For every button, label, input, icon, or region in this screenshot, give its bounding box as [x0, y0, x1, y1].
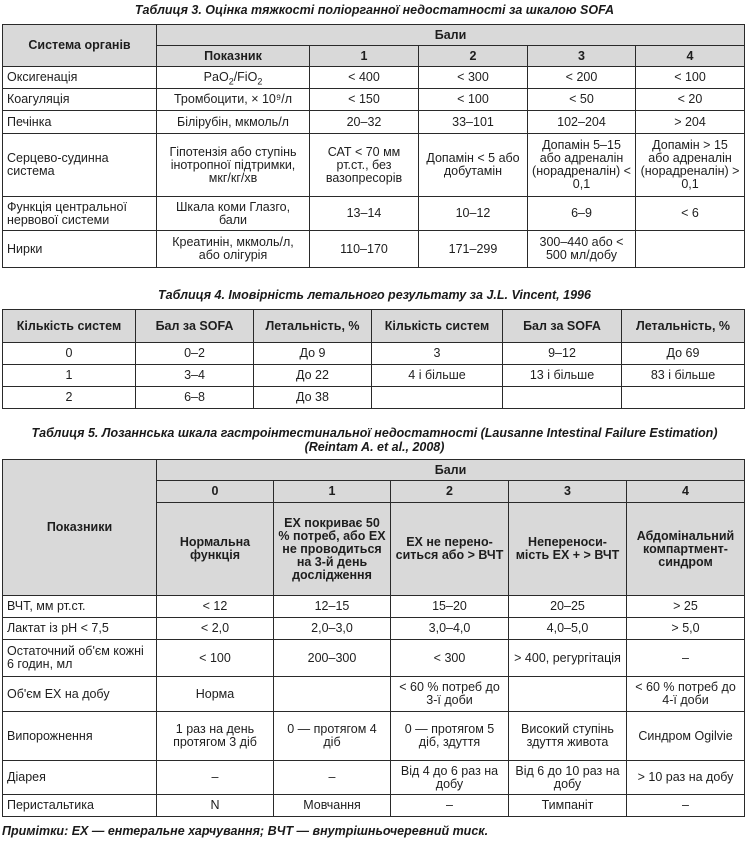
value-cell: 33–101	[419, 111, 528, 134]
value-cell: < 100	[419, 89, 528, 111]
table-row	[3, 197, 745, 231]
table5-caption	[0, 426, 749, 454]
value-cell: 1	[3, 365, 136, 387]
value-cell: < 60 % потреб до 3-ї доби	[391, 677, 509, 712]
value-cell: –	[627, 795, 745, 817]
value-cell: < 300	[391, 640, 509, 677]
indicator-cell: Креатинін, мкмоль/л, або олігурія	[157, 231, 310, 268]
table-row	[3, 343, 745, 365]
value-cell: 300–440 або < 500 мл/добу	[528, 231, 636, 268]
table-row	[3, 618, 745, 640]
value-cell: > 25	[627, 596, 745, 618]
value-cell	[372, 387, 503, 409]
value-cell: N	[157, 795, 274, 817]
header-sofa-score: Бал за SOFA	[503, 310, 622, 343]
table-row	[3, 761, 745, 795]
mortality-table	[2, 309, 745, 409]
value-cell: 2,0–3,0	[274, 618, 391, 640]
header-description: ЕХ не перено-ситься або > ВЧТ	[391, 503, 509, 596]
header-system: Система органів	[3, 25, 157, 67]
indicator-cell: Лактат із pH < 7,5	[3, 618, 157, 640]
header-indicator: Показник	[157, 46, 310, 67]
value-cell: < 2,0	[157, 618, 274, 640]
header-level: 3	[528, 46, 636, 67]
value-cell: 0 — протягом 4 діб	[274, 712, 391, 761]
system-cell: Нирки	[3, 231, 157, 268]
header-level: 0	[157, 481, 274, 503]
value-cell: 13 і більше	[503, 365, 622, 387]
value-cell: 171–299	[419, 231, 528, 268]
indicator-cell: ВЧТ, мм рт.ст.	[3, 596, 157, 618]
value-cell: Тимпаніт	[509, 795, 627, 817]
value-cell: 102–204	[528, 111, 636, 134]
value-cell: < 300	[419, 67, 528, 89]
value-cell: 6–8	[136, 387, 254, 409]
table-row	[3, 387, 745, 409]
value-cell	[503, 387, 622, 409]
header-level: 1	[274, 481, 391, 503]
value-cell: < 6	[636, 197, 745, 231]
table5-caption-line1: Таблиця 5. Лозаннська шкала гастроінтестинальної недостатності (Lausanne Intestinal Failure Estimation)	[31, 426, 718, 440]
table5-caption-line2: (Reintam A. et al., 2008)	[304, 440, 445, 454]
value-cell: До 22	[254, 365, 372, 387]
header-points: Бали	[157, 460, 745, 481]
indicator-cell: Перистальтика	[3, 795, 157, 817]
header-mortality: Летальність, %	[622, 310, 745, 343]
value-cell: > 204	[636, 111, 745, 134]
indicator-cell: Діарея	[3, 761, 157, 795]
value-cell: 1 раз на день протягом 3 діб	[157, 712, 274, 761]
header-level: 4	[627, 481, 745, 503]
value-cell: Від 4 до 6 раз на добу	[391, 761, 509, 795]
value-cell: 110–170	[310, 231, 419, 268]
value-cell: 0–2	[136, 343, 254, 365]
value-cell: Допамін > 15 або адреналін (норадреналін) > 0,1	[636, 134, 745, 197]
value-cell: 9–12	[503, 343, 622, 365]
value-cell: Допамін < 5 або добутамін	[419, 134, 528, 197]
value-cell: 12–15	[274, 596, 391, 618]
table3-caption: Таблиця 3. Оцінка тяжкості поліорганної недостатності за шкалою SOFA	[134, 3, 615, 17]
value-cell: 15–20	[391, 596, 509, 618]
sofa-table	[2, 24, 745, 268]
value-cell: 3	[372, 343, 503, 365]
value-cell: < 100	[157, 640, 274, 677]
value-cell: 0 — протягом 5 діб, здуття	[391, 712, 509, 761]
header-level: 2	[419, 46, 528, 67]
value-cell: До 9	[254, 343, 372, 365]
value-cell: 3–4	[136, 365, 254, 387]
table-row	[3, 111, 745, 134]
value-cell: Високий ступінь здуття живота	[509, 712, 627, 761]
header-mortality: Летальність, %	[254, 310, 372, 343]
value-cell: > 10 раз на добу	[627, 761, 745, 795]
header-level: 3	[509, 481, 627, 503]
table-row	[3, 134, 745, 197]
value-cell: < 400	[310, 67, 419, 89]
header-description: ЕХ покриває 50 % потреб, або ЕХ не проводиться на 3-й день дослідження	[274, 503, 391, 596]
table-row	[3, 677, 745, 712]
value-cell: 20–32	[310, 111, 419, 134]
header-level: 1	[310, 46, 419, 67]
header-sofa-score: Бал за SOFA	[136, 310, 254, 343]
value-cell: –	[274, 761, 391, 795]
value-cell: 6–9	[528, 197, 636, 231]
value-cell: < 50	[528, 89, 636, 111]
value-cell	[509, 677, 627, 712]
table-row	[3, 795, 745, 817]
header-description: Непереноси-мість ЕХ + > ВЧТ	[509, 503, 627, 596]
indicator-cell: Об'єм ЕХ на добу	[3, 677, 157, 712]
system-cell: Коагуляція	[3, 89, 157, 111]
header-systems-count: Кількість систем	[372, 310, 503, 343]
value-cell	[636, 231, 745, 268]
value-cell: Синдром Ogilvie	[627, 712, 745, 761]
indicator-cell: Гіпотензія або ступінь інотропної підтримки, мкг/кг/хв	[157, 134, 310, 197]
value-cell: 20–25	[509, 596, 627, 618]
indicator-cell: Білірубін, мкмоль/л	[157, 111, 310, 134]
header-systems-count: Кількість систем	[3, 310, 136, 343]
table-row	[3, 640, 745, 677]
value-cell: 3,0–4,0	[391, 618, 509, 640]
table-row	[3, 231, 745, 268]
value-cell: > 400, регургітація	[509, 640, 627, 677]
value-cell: < 150	[310, 89, 419, 111]
indicator-cell: Остаточний об'єм кожні 6 годин, мл	[3, 640, 157, 677]
life-table	[2, 459, 745, 817]
header-level: 4	[636, 46, 745, 67]
table-row	[3, 365, 745, 387]
value-cell: 200–300	[274, 640, 391, 677]
value-cell: Мовчання	[274, 795, 391, 817]
value-cell: < 100	[636, 67, 745, 89]
value-cell	[622, 387, 745, 409]
value-cell: 0	[3, 343, 136, 365]
value-cell: До 69	[622, 343, 745, 365]
value-cell: САТ < 70 мм рт.ст., без вазопресорів	[310, 134, 419, 197]
indicator-cell: Випорожнення	[3, 712, 157, 761]
header-indicators: Показники	[3, 460, 157, 596]
system-cell: Серцево-судинна система	[3, 134, 157, 197]
value-cell: Допамін 5–15 або адреналін (норадреналін) < 0,1	[528, 134, 636, 197]
table-row	[3, 712, 745, 761]
header-description: Абдомінальний компартмент-синдром	[627, 503, 745, 596]
value-cell: 10–12	[419, 197, 528, 231]
value-cell: < 12	[157, 596, 274, 618]
table4-caption: Таблиця 4. Імовірність летального результату за J.L. Vincent, 1996	[158, 288, 591, 302]
table-row	[3, 596, 745, 618]
indicator-cell: Шкала коми Глазго, бали	[157, 197, 310, 231]
value-cell: 4,0–5,0	[509, 618, 627, 640]
system-cell: Функція центральної нервової системи	[3, 197, 157, 231]
value-cell: < 60 % потреб до 4-ї доби	[627, 677, 745, 712]
value-cell: > 5,0	[627, 618, 745, 640]
indicator-cell: PaO$_2$/FiO$_2$	[157, 67, 310, 89]
value-cell: До 38	[254, 387, 372, 409]
value-cell: 83 і більше	[622, 365, 745, 387]
header-points: Бали	[157, 25, 745, 46]
system-cell: Оксигенація	[3, 67, 157, 89]
footnote: Примітки: ЕХ — ентеральне харчування; ВЧТ — внутрішньочеревний тиск.	[2, 824, 489, 838]
value-cell	[274, 677, 391, 712]
value-cell: < 200	[528, 67, 636, 89]
indicator-cell: Тромбоцити, × 10⁹/л	[157, 89, 310, 111]
header-description: Нормальна функція	[157, 503, 274, 596]
header-level: 2	[391, 481, 509, 503]
value-cell: Норма	[157, 677, 274, 712]
value-cell: 4 і більше	[372, 365, 503, 387]
value-cell: 13–14	[310, 197, 419, 231]
value-cell: –	[157, 761, 274, 795]
table-row	[3, 89, 745, 111]
value-cell: 2	[3, 387, 136, 409]
system-cell: Печінка	[3, 111, 157, 134]
value-cell: –	[391, 795, 509, 817]
value-cell: Від 6 до 10 раз на добу	[509, 761, 627, 795]
value-cell: < 20	[636, 89, 745, 111]
table-row	[3, 67, 745, 89]
value-cell: –	[627, 640, 745, 677]
